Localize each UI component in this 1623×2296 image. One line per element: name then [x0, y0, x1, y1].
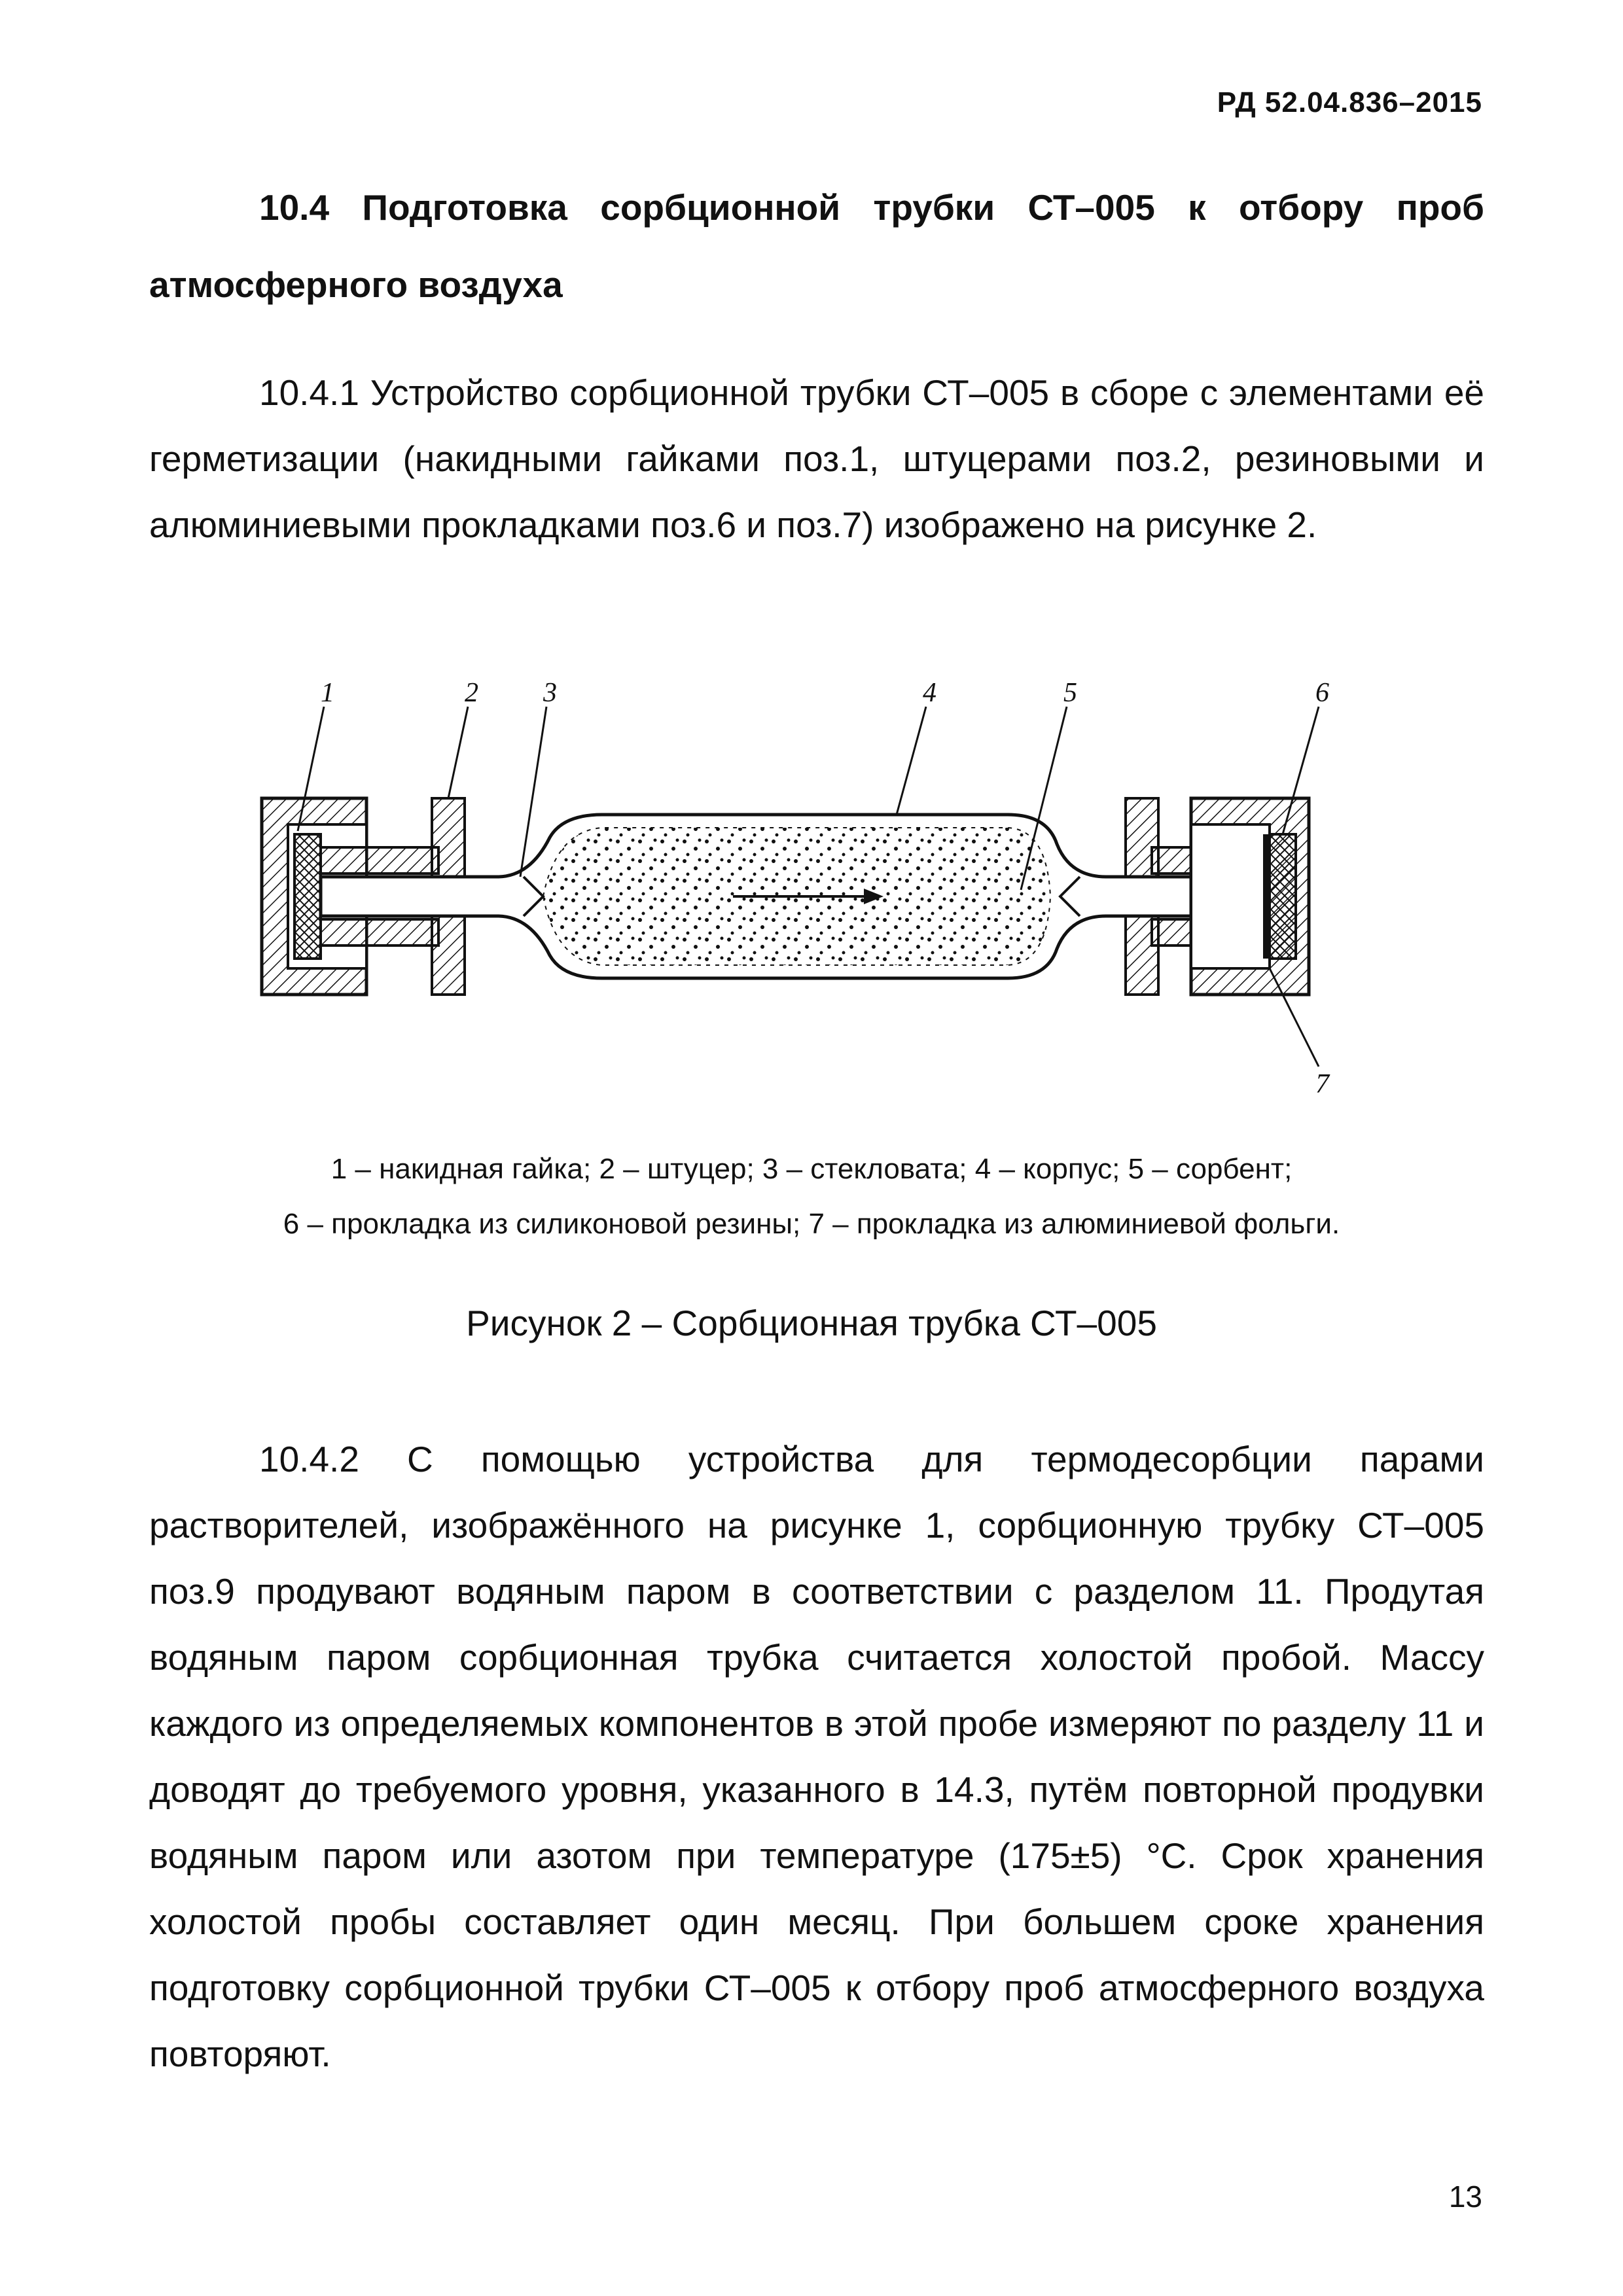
- right-rubber-gasket: [1270, 834, 1296, 959]
- page-number: 13: [1448, 2180, 1482, 2214]
- callout-5: 5: [1063, 680, 1077, 708]
- figure-legend-line-2: 6 – прокладка из силиконовой резины; 7 – прокладка из алюминиевой фольги.: [283, 1208, 1340, 1240]
- right-aluminium-gasket: [1263, 834, 1270, 959]
- callout-1: 1: [321, 680, 334, 708]
- callout-7: 7: [1315, 1069, 1329, 1099]
- callout-4: 4: [923, 680, 936, 708]
- callout-2: 2: [465, 680, 478, 708]
- paragraph-10-4-2: 10.4.2 С помощью устройства для термодесорбции парами растворителей, изображённого на рисунке 1, сорбционную трубку СТ–005 поз.9 продувают водяным паром в соответствии с разделом 11. Продутая водяным паром сорбционная трубка считается холостой пробой. Массу каждого из определяемых компонентов в этой пробе измеряют по разделу 11 и доводят до требуемого уровня, указанного в 14.3, путём повторной продувки водяным паром или азотом при температуре (175±5) °С. Срок хранения холостой пробы составляет один месяц. При большем сроке хранения подготовку сорбционной трубки СТ–005 к отбору проб атмосферного воздуха повторяют.: [149, 1439, 1484, 2074]
- figure-legend-line-1: 1 – накидная гайка; 2 – штуцер; 3 – стекловата; 4 – корпус; 5 – сорбент;: [330, 1153, 1293, 1185]
- sorption-tube-diagram: [236, 680, 1374, 1099]
- figure-caption: Рисунок 2 – Сорбционная трубка СТ–005: [466, 1303, 1157, 1343]
- document-code: РД 52.04.836–2015: [1217, 86, 1482, 118]
- paragraph-10-4-1: 10.4.1 Устройство сорбционной трубки СТ–005 в сборе с элементами её герметизации (накидными гайками поз.1, штуцерами поз.2, резиновыми и алюминиевыми прокладками поз.6 и поз.7) изображено на рисунке 2.: [149, 372, 1484, 545]
- section-heading: 10.4 Подготовка сорбционной трубки СТ–005 к отбору проб атмосферного воздуха: [149, 187, 1484, 305]
- left-rubber-gasket: [294, 834, 321, 959]
- callout-6: 6: [1315, 680, 1329, 708]
- callout-3: 3: [543, 680, 557, 708]
